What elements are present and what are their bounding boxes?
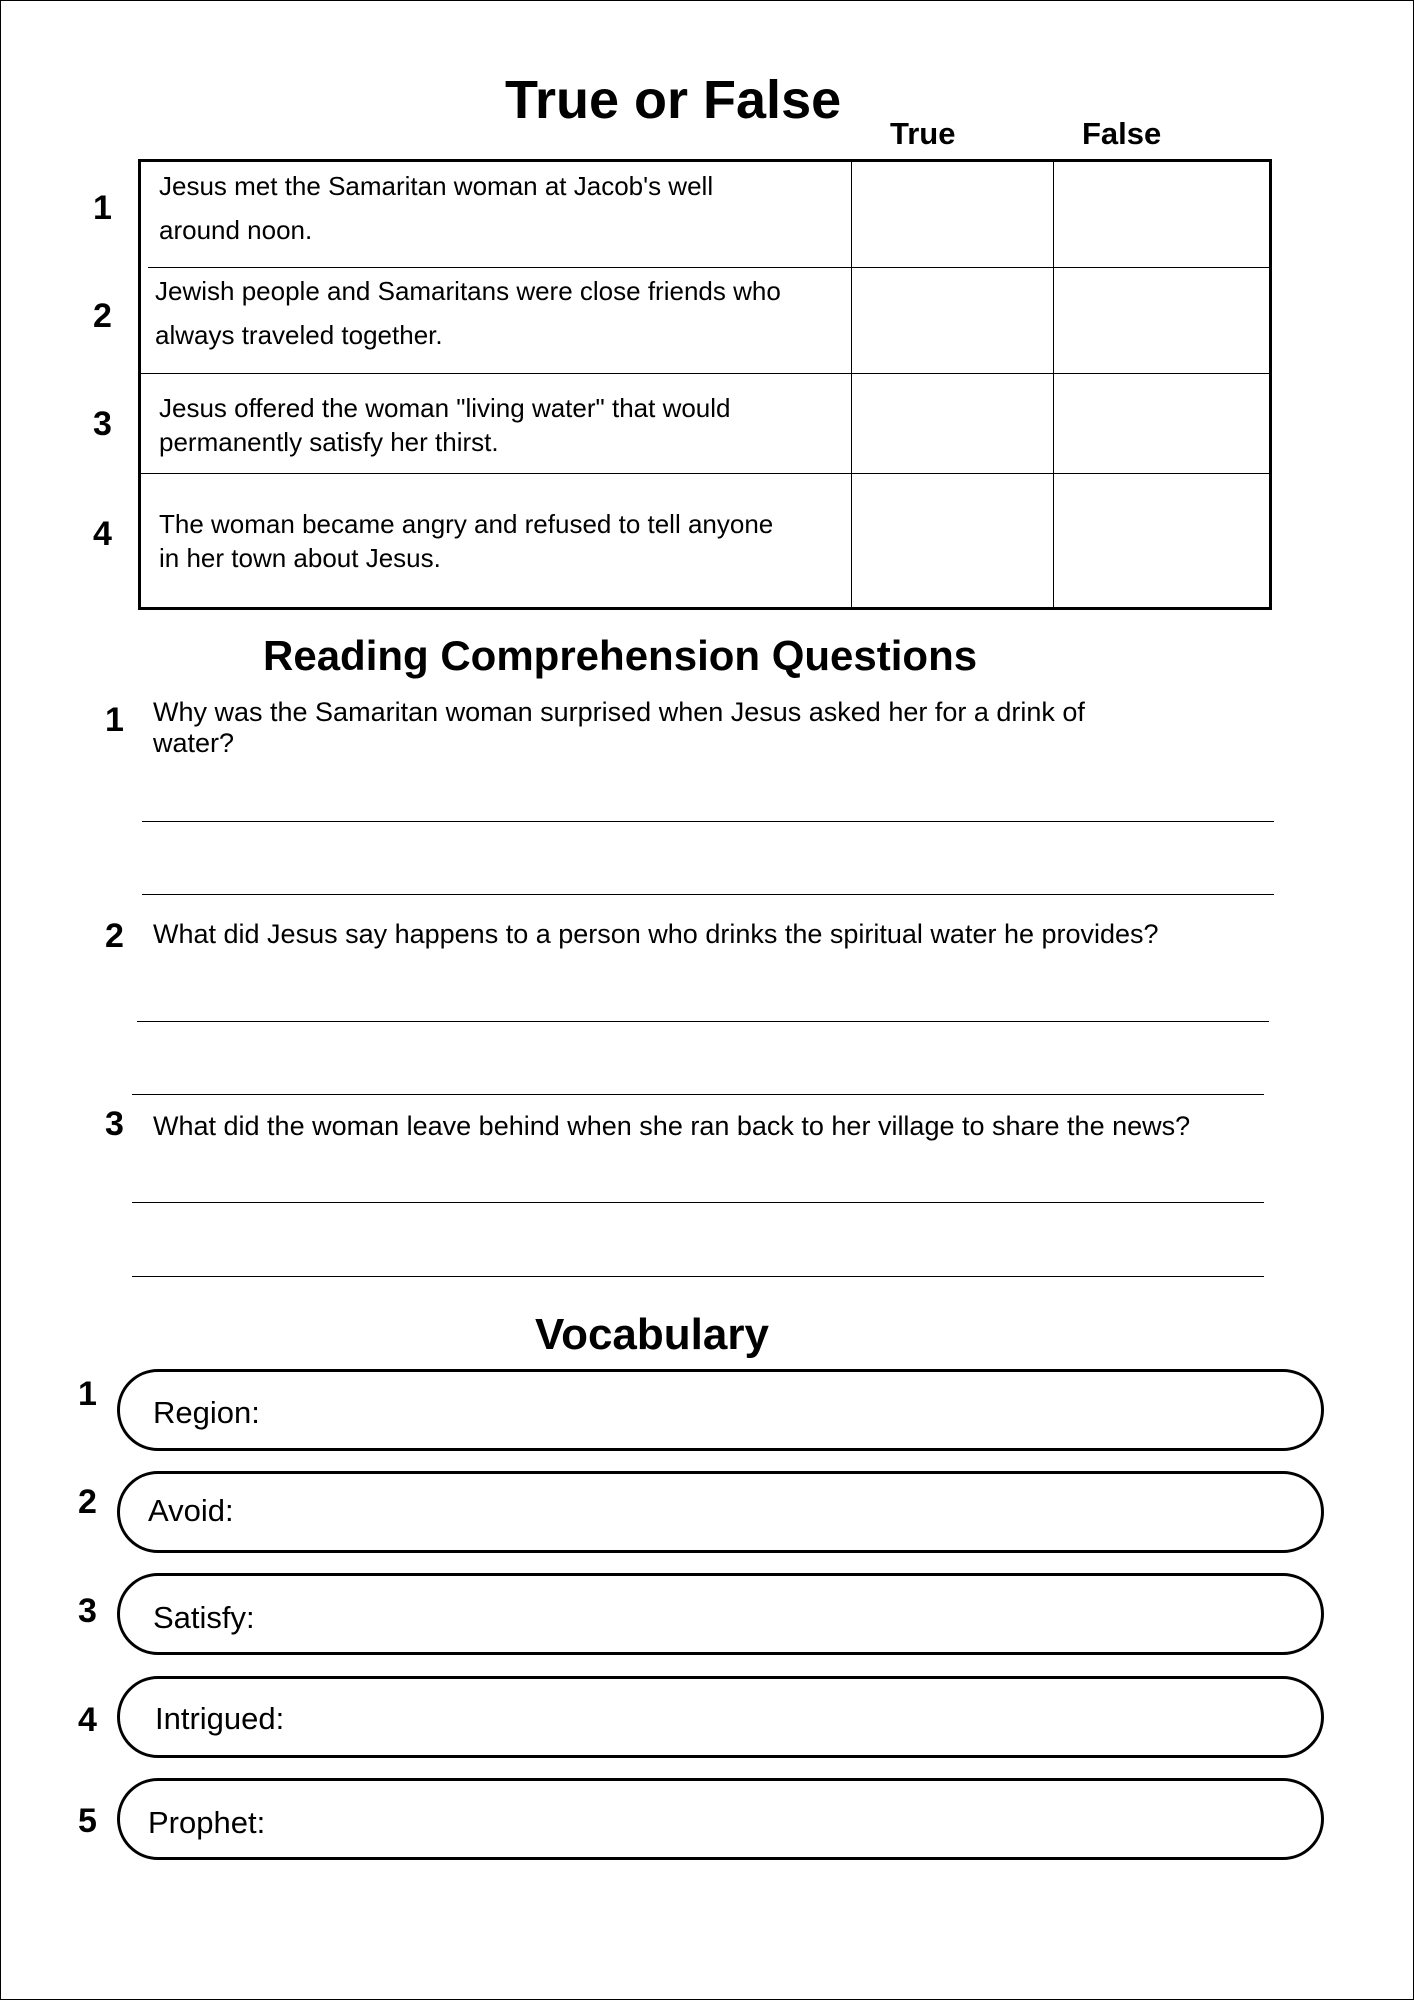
tf-row-number: 2	[93, 297, 112, 335]
question-text: What did the woman leave behind when she ran back to her village to share the news?	[153, 1111, 1191, 1141]
answer-line[interactable]	[142, 821, 1274, 822]
vocab-answer-box-satisfy[interactable]	[117, 1573, 1324, 1655]
table-divider	[140, 473, 1270, 474]
false-answer-cell[interactable]	[1055, 475, 1269, 607]
false-answer-cell[interactable]	[1055, 269, 1269, 373]
vocab-number: 5	[78, 1802, 97, 1840]
vocab-answer-box-prophet[interactable]	[117, 1778, 1324, 1860]
true-answer-cell[interactable]	[853, 269, 1052, 373]
vocab-answer-box-intrigued[interactable]	[117, 1676, 1324, 1758]
answer-line[interactable]	[142, 894, 1274, 895]
tf-row-number: 1	[93, 189, 112, 227]
tf-statement: Jewish people and Samaritans were close friends who always traveled together.	[155, 276, 781, 350]
tf-statement: Jesus met the Samaritan woman at Jacob's well around noon.	[159, 171, 714, 245]
vocabulary-title: Vocabulary	[535, 1310, 769, 1359]
vocab-number: 2	[78, 1483, 97, 1521]
vocab-answer-box-region[interactable]	[117, 1369, 1324, 1451]
true-answer-cell[interactable]	[853, 161, 1052, 267]
question-text: Why was the Samaritan woman surprised when Jesus asked her for a drink of water?	[153, 697, 1085, 759]
vocab-term: Satisfy:	[153, 1600, 255, 1635]
comprehension-title: Reading Comprehension Questions	[263, 632, 978, 679]
tf-statement: Jesus offered the woman "living water" that would permanently satisfy her thirst.	[159, 393, 731, 457]
false-answer-cell[interactable]	[1055, 161, 1269, 267]
question-number: 3	[105, 1105, 124, 1143]
tf-row-number: 3	[93, 405, 112, 443]
true-false-title: True or False	[505, 70, 842, 130]
vocab-number: 3	[78, 1592, 97, 1630]
vocab-term: Prophet:	[148, 1805, 266, 1840]
answer-line[interactable]	[132, 1202, 1264, 1203]
true-column-header: True	[890, 116, 956, 151]
vocab-term: Intrigued:	[155, 1701, 285, 1736]
vocab-answer-box-avoid[interactable]	[117, 1471, 1324, 1553]
table-divider	[148, 267, 1270, 268]
tf-statement: The woman became angry and refused to tell anyone in her town about Jesus.	[159, 509, 774, 573]
answer-line[interactable]	[137, 1021, 1269, 1022]
true-answer-cell[interactable]	[853, 475, 1052, 607]
answer-line[interactable]	[132, 1094, 1264, 1095]
table-divider	[1053, 161, 1054, 608]
question-text: What did Jesus say happens to a person who drinks the spiritual water he provides?	[153, 919, 1159, 949]
vocab-term: Region:	[153, 1395, 260, 1430]
false-answer-cell[interactable]	[1055, 375, 1269, 473]
table-divider	[140, 373, 1270, 374]
table-divider	[851, 161, 852, 608]
vocab-number: 1	[78, 1375, 97, 1413]
false-column-header: False	[1082, 116, 1162, 151]
question-number: 2	[105, 917, 124, 955]
vocab-term: Avoid:	[148, 1493, 234, 1528]
vocab-number: 4	[78, 1701, 97, 1739]
tf-row-number: 4	[93, 515, 112, 553]
question-number: 1	[105, 701, 124, 739]
true-answer-cell[interactable]	[853, 375, 1052, 473]
answer-line[interactable]	[132, 1276, 1264, 1277]
